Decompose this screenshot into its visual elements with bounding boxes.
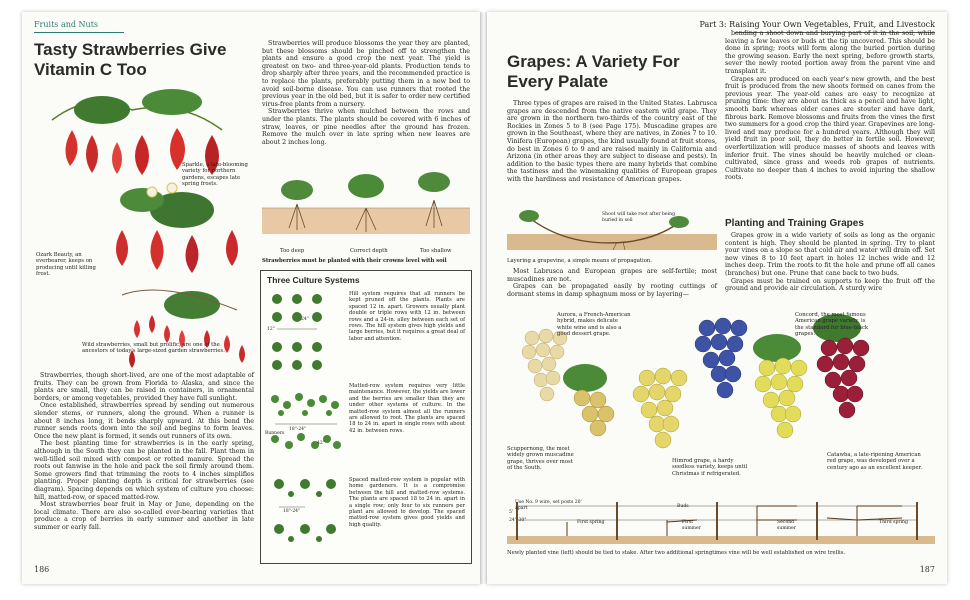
- trellis-height-upper: 5': [509, 510, 514, 515]
- page-number-left: 186: [34, 565, 50, 574]
- depth-label-correct: Correct depth: [350, 248, 388, 254]
- ozark-strawberries: [116, 183, 238, 273]
- paragraph: Strawberries, though short-lived, are one of the most adaptable of fruits. They can be grown from Florida to Alaska, and since the plants are small, they can be raised in containers, in ornamental borders, or among vegetables, provided they have full sunlight.: [34, 372, 254, 402]
- trellis-stage-first-summer: First summer: [682, 520, 701, 532]
- trellis-stage-first-spring: First spring: [577, 520, 605, 525]
- aurora-grapes: [522, 329, 567, 401]
- running-head-right: Part 3: Raising Your Own Vegetables, Fruit, and Livestock: [699, 20, 935, 29]
- paragraph: Grapes are produced on each year's new growth, and the best fruit is produced from the new shoots formed on canes from the previous year. The year-old canes are easy to recognize at pruning time: they are about as thick as a pencil and have light, smooth bark whereas older canes are stouter and have dark, fibrous bark. Remove blossoms and fruits from the vines the first two summers for a good crop the third year. Grapevines are long-lived and may produce for a hundred years. Although they will yield fruit in poor soil, they do better in fertile soil. However, overfertilization will produce masses of shoots and leaves with inferior fruit. The vines should be heavily mulched or clean-cultivated, since grass and weeds rob grapes of nutrients. Cultivate no deeper than 4 inches to avoid injuring the shallow roots.: [725, 75, 935, 182]
- himrod-grapes: [633, 368, 687, 448]
- paragraph: Most Labrusca and European grapes are self-fertile; most muscadines are not.: [507, 268, 717, 283]
- matted-row-text: Matted-row system requires very little maintenance. However, the yields are lower and the berries are smaller than they are under other systems of culture. In the matted-row system almost all the runners are allowed to root. The plants are spaced 18 to 24 in. apart in single rows with about 42 in. between rows.: [349, 383, 465, 434]
- grapes-body-col1b: [507, 268, 717, 298]
- caption-aurora: Aurora, a French-American hybrid, makes delicate white wine and is also a good dessert grape.: [557, 312, 631, 338]
- planting-depth-diagram: [262, 164, 470, 244]
- depth-caption: Strawberries must be planted with their crowns level with soil: [262, 258, 447, 264]
- culture-systems-title: Three Culture Systems: [267, 275, 360, 285]
- paragraph: Grapes grow in a wide variety of soils as long as the organic content is high. They should be planted in spring. Try to plant your vines on a slope so that cold air and water will drain off. Set new vines 8 to 10 feet apart in holes 12 inches wide and 12 inches deep. Trim the roots to fit the hole and prune off all canes (branches) but one. Prune that cane back to two buds.: [725, 232, 935, 277]
- grapes-body-col2: [725, 30, 935, 182]
- paragraph: Grapes can be propagated easily by rooting cuttings of dormant stems in damp sphagnum moss or by layering—: [507, 283, 717, 298]
- trellis-caption: Newly planted vine (left) should be tied to stake. After two additional springtimes vine will be well established on wire trellis.: [507, 550, 846, 556]
- concord-grapes: [695, 318, 747, 398]
- subhead-planting-training: Planting and Training Grapes: [725, 218, 864, 229]
- caption-wild: Wild strawberries, small but prolific, are one of the ancestors of today's large-sized garden strawberries.: [82, 342, 225, 355]
- trellis-stage-second-summer: Second summer: [777, 520, 796, 532]
- scuppernong-grapes: [563, 364, 614, 436]
- depth-label-too-deep: Too deep: [280, 248, 305, 254]
- dim-hill-alley: 24": [301, 317, 309, 322]
- paragraph: Once established, strawberries spread by sending out numerous slender stems, or runners, along the ground. When a runner is about 8 inches long, it bends sharply upward. At this bend the runner sends roots down into the soil and begins to form leaves. Once the new plant is formed, it sends out runners of its own.: [34, 402, 254, 440]
- paragraph: The best planting time for strawberries is in the early spring, although in the South they can be planted in the fall. Plant them in well-tilled soil mixed with compost or rotted manure. Spread the roots out fanwise in the hole and pack the soil firmly around them. Some growers find that trimming the roots to 4 inches simplifies planting. Proper planting depth is critical for strawberries (see diagram). Spacing depends on which system of culture you choose: hill, matted-row, or spaced matted-row.: [34, 440, 254, 501]
- layering-label: Shoot will take root after being buried in soil: [602, 212, 676, 224]
- hill-system-plants: [272, 294, 322, 370]
- caption-scuppernong: Scuppernong, the most widely grown muscadine grape, thrives over most of the South.: [507, 446, 574, 472]
- hill-system-text: Hill system requires that all runners be kept pruned off the plants. Plants are spaced 12 in. apart. Growers usually plant double or triple rows with 12 in. between rows and a 24-in. alley between each set of rows. The hill system gives high yields and large berries, but it requires a great deal of labor and attention.: [349, 291, 465, 342]
- right-page: [487, 12, 947, 584]
- head-rule-left: [34, 32, 124, 33]
- culture-systems-box: [260, 270, 472, 564]
- page-number-right: 187: [919, 565, 935, 574]
- paragraph: Most strawberries bear fruit in May or June, depending on the local climate. There are also so-called ever-bearing varieties that produce a crop of berries in early summer and another in late summer or early fall.: [34, 501, 254, 531]
- paragraph: Grapes must be trained on supports to keep the fruit off the ground and provide air circulation. A sturdy wire: [725, 277, 935, 293]
- trellis-buds-label: Buds: [677, 504, 689, 509]
- trellis-height-lower: 24"-30": [509, 518, 527, 523]
- paragraph: Three types of grapes are raised in the United States. Labrusca grapes are descended from the native eastern wild grape. They are grown in the northern two-thirds of the country east of the Rockies in Zones 5 to 8 (see Page 175). Muscadine grapes are grown in the Southeast, where they are natives, in Zones 7 to 10. Vinifera (European) grapes, the kind usually found at fruit stores, do best in Zones 6 to 9 and are raised mainly in California and Arizona (in other areas they are subject to disease and pests). In addition to the basic types there are many hybrids that combine the tastiness and the winemaking qualities of European grapes with the hardiness and resistance of American grapes.: [507, 100, 717, 183]
- trellis-spacing-label: Use No. 9 wire, set posts 20' apart: [515, 500, 582, 512]
- paragraph: Strawberries will produce blossoms the year they are planted, but these blossoms should be pinched off to strengthen the plants and ensure a good crop the next year. The yield is greatest on two- and three-year-old plants. Production tends to drop sharply after three years, and the recommended practice is to replace the plants, preferably putting them in a new bed to avoid soil-borne disease. You can use runners that rooted the previous year in the old bed, but it is safer to order new certified virus-free plants from a nursery.: [262, 40, 470, 108]
- page-title-grapes: Grapes: A Variety For Every Palate: [507, 52, 680, 91]
- yellow-grapes: [753, 334, 807, 438]
- dim-matted-rows: 42": [317, 441, 325, 446]
- trellis-stage-third-spring: Third spring: [879, 520, 908, 525]
- caption-himrod: Himrod grape, a hardy seedless variety, keeps until Christmas if refrigerated.: [672, 458, 748, 477]
- strawberry-body-col2: [262, 40, 470, 146]
- culture-systems-diagram: [265, 289, 345, 559]
- strawberry-body-col1: [34, 372, 254, 531]
- matted-row-plants: [271, 393, 341, 449]
- layering-caption: Layering a grapevine, a simple means of propagation.: [507, 258, 653, 264]
- wild-strawberries: [122, 290, 245, 368]
- caption-concord: Concord, the most famous American grape variety, is the standard for blue-black grapes.: [795, 312, 869, 338]
- depth-label-too-shallow: Too shallow: [420, 248, 452, 254]
- grapes-body-col2b: [725, 232, 935, 293]
- runners-label: Runners: [265, 431, 285, 436]
- spaced-matted-row-text: Spaced matted-row system is popular with home gardeners. It is a compromise between the hill and matted-row systems. The plants are spaced 18 to 24 in. apart in a single row; only four to six runners per plant are allowed to develop. The spaced matted-row system gives good yields and high quality.: [349, 477, 465, 528]
- running-head-left: Fruits and Nuts: [34, 20, 99, 29]
- dim-spaced-spacing: 18"-24": [283, 509, 301, 514]
- dim-hill-spacing: 12": [267, 327, 275, 332]
- paragraph: bending a shoot down and burying part of it in the soil, while leaving a few leaves or buds at the tip uncovered. This should be done in spring; roots will form along the buried portion during the growing season. Early the next spring, before growth starts, sever the newly rooted portion away from the parent vine and transplant it.: [725, 30, 935, 75]
- caption-sparkle: Sparkle, a late-blooming variety for northern gardens, escapes late spring frosts.: [182, 162, 248, 188]
- dim-matted-spacing: 18"-24": [289, 427, 307, 432]
- caption-catawba: Catawba, a late-ripening American red grape, was developed over a century ago as an excellent keeper.: [827, 452, 923, 471]
- paragraph: Strawberries thrive when mulched between the rows and under the plants. The plants should be covered with 6 inches of straw, leaves, or pine needles after the ground has frozen. Remove the mulch over in late spring when new leaves are about 2 inches long.: [262, 108, 470, 146]
- grapes-body-col1: [507, 100, 717, 184]
- page-title-strawberries: Tasty Strawberries Give Vitamin C Too: [34, 40, 227, 79]
- strawberry-illustration: [32, 80, 257, 380]
- left-page: [22, 12, 480, 584]
- caption-ozark: Ozark Beauty, an everbearer, keeps on producing until killing frost.: [36, 252, 96, 278]
